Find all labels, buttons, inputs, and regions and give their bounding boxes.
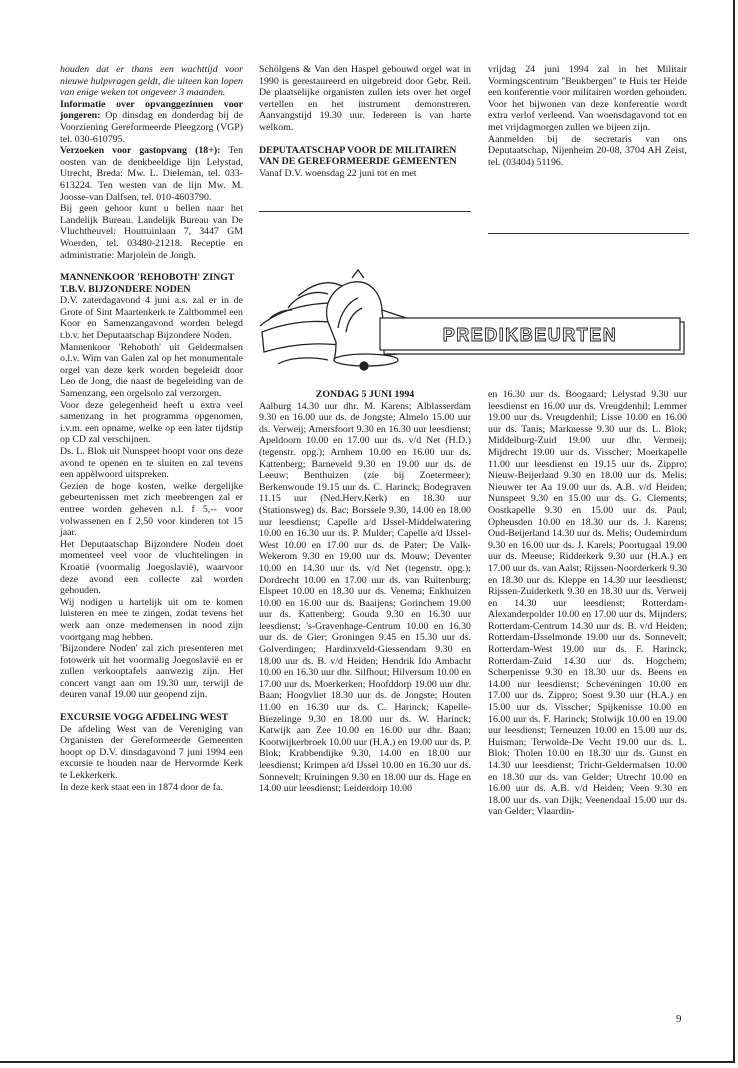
mannenkoor-heading: MANNENKOOR 'REHOBOTH' ZINGT T.B.V. BIJZONDERE NODEN: [60, 272, 235, 295]
gastopvang-paragraph: [60, 145, 243, 203]
page-number: 9: [676, 1013, 682, 1025]
mannenkoor-paragraph-1: D.V. zaterdagavond 4 juni a.s. zal er in de Grote of Sint Maartenkerk te Zaltbommel een Koor en Samenzangavond worden belegd t.b.v. het Deputaatschap Bijzondere Noden.: [60, 295, 243, 342]
aanmelden-paragraph: Aanmelden bij de secretaris van ons Deputaatschap, Nijenheim 20-08, 3704 AH Zeist, tel. (03404) 51196.: [488, 133, 687, 168]
column-2: [259, 64, 471, 179]
vogg-paragraph-2: In deze kerk staat een in 1874 door de fa.: [60, 781, 223, 793]
deputaatschap-heading: DEPUTAATSCHAP VOOR DE MILITAIREN VAN DE GEREFORMEERDE GEMEENTEN: [259, 144, 457, 168]
mannenkoor-paragraph-4: Ds. L. Blok uit Nunspeet hoopt voor ons deze avond te openen en te sluiten en zal tevens een appèlwoord uitspreken.: [60, 446, 243, 481]
mannenkoor-paragraph-7: Wij nodigen u hartelijk uit om te komen luisteren en mee te zingen, zodat tevens het werk aan onze medemensen in nood zijn voortgang mag hebben.: [60, 596, 243, 643]
vogg-paragraph-1: De afdeling West van de Vereniging van Organisten der Gereformeerde Gemeenten hoopt op D.V. dinsdagavond 7 juni 1994 een excursie te houden naar de Hervormde Kerk te Lekkerkerk.: [60, 723, 243, 782]
column-3: [488, 64, 687, 168]
column-4: [259, 389, 471, 795]
konferentie-paragraph: vrijdag 24 juni 1994 zal in het Militair Vormingscentrum "Beukbergen" te Huis ter Heide een konferentie voor militairen worden gehouden. Voor het bijwonen van deze konferentie wordt extra verlof verleend. Van woensdagavond tot en met vrijdagmorgen zullen we bijeen zijn.: [488, 64, 687, 133]
divider-line: [259, 211, 471, 212]
mannenkoor-paragraph-2: Mannenkoor 'Rehoboth' uit Geldermalsen o.l.v. Wim van Galen zal op het monumentale orgel van deze kerk worden begeleidt door Leo de Jong, die naast de begeleiding van de Samenzang, een orgelsolo zal verzorgen.: [60, 341, 243, 400]
predikbeurten-list-1: Aalburg 14.30 uur dhr. M. Karens; Alblasserdam 9.30 en 16.00 uur ds. de Jongste; Almelo 15.00 uur ds. Verweij; Amersfoort 9.30 en 16.30 uur leesdienst; Apeldoorn 10.00 en 17.00 uur ds. v/d Net (H.D.) (tegenstr. opg.); Arnhem 10.00 en 16.00 uur ds. Kattenberg; Barneveld 9.30 en 19.00 uur ds. de Leeuw; Benthuizen (zie bij Zoetermeer); Berkenwoude 19.15 uur ds. C. Harinck; Bodegraven 11.15 uur (Ned.Herv.Kerk) en 18.30 uur (Stationsweg) ds. Bac; Borssele 9.30, 14.00 en 18.00 uur leesdienst; Capelle a/d IJssel-Middelwatering 10.00 en 16.30 uur ds. P. Mulder; Capelle a/d IJssel-West 10.00 en 17.00 uur ds. de Pater; De Valk-Wekerom 9.30 en 19.00 uur ds. Mouw; Deventer 10.00 en 14.30 uur ds. v/d Net (tegenstr. opg.); Dordrecht 10.00 en 17.00 uur ds. van Ruitenburg; Elspeet 10.00 en 18.30 uur ds. Venema; Enkhuizen 10.00 en 16.00 uur ds. Baaijens; Gorinchem 19.00 uur ds. Kattenberg; Gouda 9.30 en 16.30 uur leesdienst; 's-Gravenhage-Centrum 10.00 en 16.30 uur ds. de Gier; Groningen 9.45 en 15.30 uur ds. Golverdingen; Hardinxveld-Giessendam 9.30 en 18.00 uur ds. B. v/d Heiden; Hendrik Ido Ambacht 10.00 en 16.30 uur dhr. Silfhout; Hilversum 10.00 en 17.00 uur ds. Moerkerken; Hoofddorp 19.00 uur dhr. Baan; Hoogvliet 18.30 uur ds. de Jongste; Houten 11.00 en 16.30 uur ds. C. Harinck; Kapelle-Biezelinge 9.30 en 18.00 uur ds. W. Harinck; Katwijk aan Zee 10.00 en 16.00 uur dhr. Baan; Kootwijkerbroek 10.00 uur (H.A.) en 19.00 uur ds. P. Blok; Krabbendijke 9.30, 14.00 en 18.00 uur leesdienst; Krimpen a/d IJssel 10.00 en 16.30 uur ds. Sonnevelt; Kruiningen 9.30 en 18.00 uur ds. Hage en 14.00 uur leesdienst; Leiderdorp 10.00: [259, 400, 471, 795]
jongeren-paragraph: [60, 99, 243, 145]
zondag-heading: ZONDAG 5 JUNI 1994: [315, 389, 415, 400]
column-5: [488, 389, 687, 818]
mannenkoor-paragraph-3: Voor deze gelegenheid heeft u extra veel samenzang in het programma opgenomen, i.v.m. een opname, welke op een later tijdstip op CD zal verschijnen.: [60, 399, 243, 446]
vogg-heading: EXCURSIE VOGG AFDELING WEST: [60, 712, 229, 724]
column-1: [60, 64, 243, 793]
jongeren-text: Op dinsdag en donderdag bij de Voorziening Gereformeerde Pleegzorg (VGP) tel. 030-610795.: [60, 110, 243, 145]
orgel-paragraph: Schölgens & Van den Haspel gebouwd orgel wat in 1990 is gerestaureerd en uitgebreid door Gebr. Reil. De plaatselijke organisten zullen iets over het orgel vertellen en het instrument demonstreren. Aanvangstijd 19.30 uur. Iedereen is van harte welkom.: [259, 64, 471, 133]
predikbeurten-list-2: en 16.30 uur ds. Boogaard; Lelystad 9.30 uur leesdienst en 16.00 uur ds. Vreugdenhil; Lemmer 19.00 uur ds. Vreugdenhil; Lisse 10.00 en 16.00 uur ds. Tanis; Marknesse 9.30 uur ds. L. Blok; Middelburg-Zuid 19.00 uur dhr. Vermeij; Mijdrecht 19.00 uur ds. Visscher; Moerkapelle 11.00 uur leesdienst en 19.15 uur ds. Zippro; Nieuw-Beijerland 9.30 en 18.00 uur ds. Melis; Nieuwer ter Aa 19.00 uur ds. A.B. v/d Heiden; Nunspeet 9.30 en 15.00 uur ds. G. Clements; Oostkapelle 9.30 en 15.00 uur ds. Paul; Opheusden 10.00 en 18.30 uur ds. J. Karens; Oud-Beijerland 14.30 uur ds. Melis; Oudemirdum 9.30 en 16.00 uur ds. J. Karels; Poortugaal 19.00 uur ds. Meeuse; Ridderkerk 9.30 uur (H.A.) en 17.00 uur ds. van Aalst; Rijssen-Noorderkerk 9.30 en 18.30 uur ds. Kleppe en 14.30 uur leesdienst; Rijssen-Zuiderkerk 9.30 en 18.30 uur ds. Verweij en 14.30 uur leesdienst; Rotterdam-Alexanderpolder 10.00 en 17.00 uur ds. Mijnders; Rotterdam-Centrum 14.30 uur ds. B. v/d Heiden; Rotterdam-IJsselmonde 19.00 uur ds. Sonnevelt; Rotterdam-West 19.00 uur ds. F. Harinck; Rotterdam-Zuid 14.30 uur ds. Hogchem; Scherpenisse 9.30 en 18.30 uur ds. Beens en 14.00 uur leesdienst; Scheveningen 10.00 en 17.00 uur ds. Zippro; Soest 9.30 uur (H.A.) en 15.00 uur ds. Visscher; Spijkenisse 10.00 en 16.00 uur ds. F. Harinck; Stolwijk 10.00 en 19.00 uur leesdienst; Terneuzen 10.00 en 15.00 uur ds. Huisman; Terwolde-De Vecht 19.00 uur ds. L. Blok; Tholen 10.00 en 18.30 uur ds. Gunst en 14.30 uur leesdienst; Tricht-Geldermalsen 10.00 en 18.30 uur ds. van Gelder; Utrecht 10.00 en 16.00 uur ds. A.B. v/d Heiden; Veen 9.30 en 18.00 uur ds. van Dijk; Veenendaal 15.00 uur ds. van Gelder; Vlaardin-: [488, 389, 687, 818]
predikbeurten-banner: [258, 268, 690, 372]
mannenkoor-paragraph-6: Het Deputaatschap Bijzondere Noden doet momenteel veel voor de vluchtelingen in Kroatië (voormalig Joegoslavië), waarvoor deze avond een collecte zal worden gehouden.: [60, 538, 243, 597]
gastopvang-heading: Verzoeken voor gastopvang (18+):: [60, 145, 221, 157]
intro-paragraph: houden dat er thans een wachttijd voor nieuwe hulpvragen geldt, die uiteen kan lopen van enige weken tot ongeveer 3 maanden.: [60, 64, 243, 99]
deputaatschap-paragraph: Vanaf D.V. woensdag 22 juni tot en met: [259, 167, 417, 179]
banner-title: PREDIKBEURTEN: [442, 325, 618, 345]
divider-line: [488, 233, 689, 234]
mannenkoor-paragraph-5: Gezien de hoge kosten, welke dergelijke gebeurtenissen met zich meebrengen zal er entree worden geheven n.l. f 5,-- voor volwassenen en f 2,50 voor kinderen tot 15 jaar.: [60, 480, 243, 539]
jongeren-heading: Informatie over opvanggezinnen voor jongeren:: [60, 98, 243, 122]
mannenkoor-paragraph-8: 'Bijzondere Noden' zal zich presenteren met fotowerk uit het voormalig Joegoslavië en er zullen verkooptafels aanwezig zijn. Het concert vangt aan om 19.30 uur, terwijl de deuren vanaf 19.00 uur geopend zijn.: [60, 643, 243, 701]
bureau-paragraph: Bij geen gehoor kunt u bellen naar het Landelijk Bureau. Landelijk Bureau van De Vluchtheuvel: Houttuinlaan 7, 3447 GM Woerden, tel. 03480-21218. Receptie en administratie: Marjolein de Jongh.: [60, 203, 243, 261]
gastopvang-text: Ten oosten van de denkbeeldige lijn Lelystad, Utrecht, Breda: Mw. L. Dieleman, tel. 033-613224. Ten westen van de lijn Mw. M. Joosse-van Dalfsen, tel. 010-4603790.: [60, 145, 244, 203]
